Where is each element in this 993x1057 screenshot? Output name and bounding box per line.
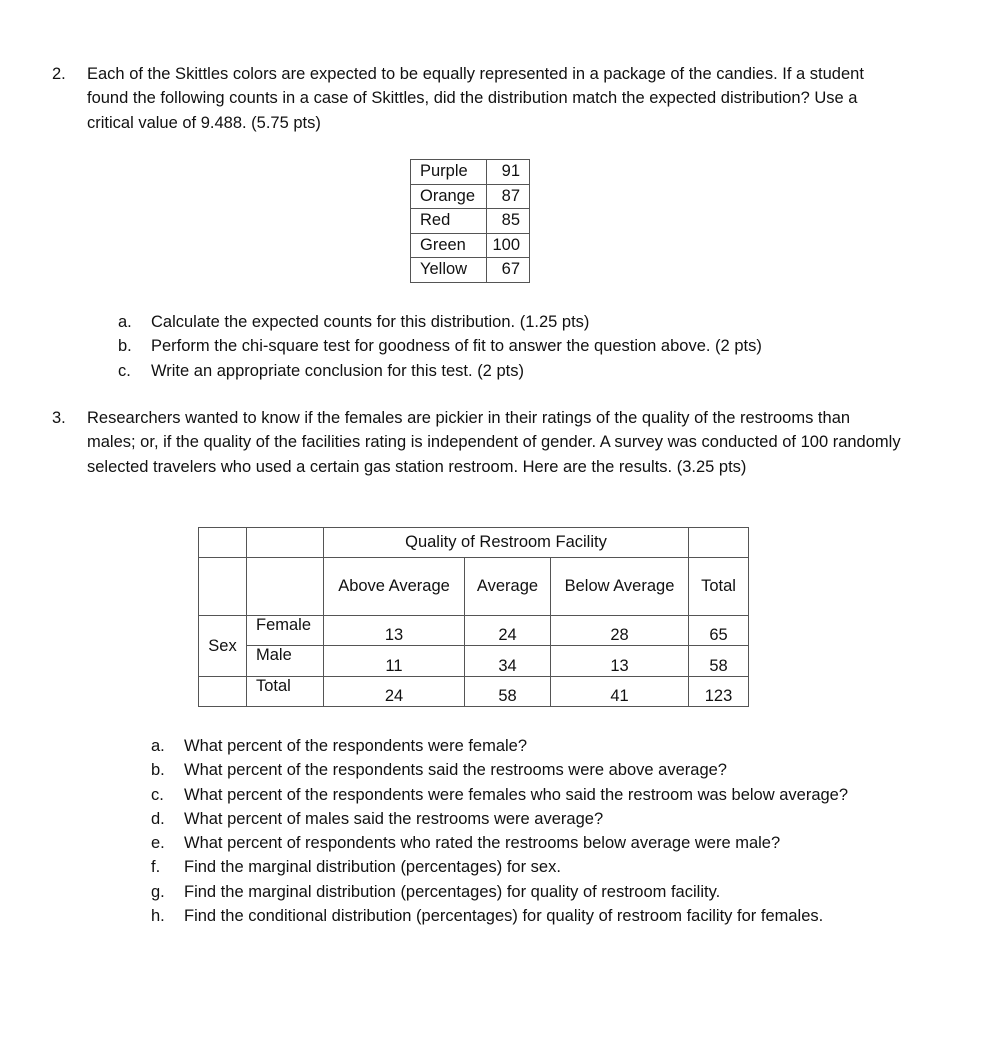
table-cell: 58	[465, 677, 551, 707]
question-text: Each of the Skittles colors are expected to be equally represented in a package of the candies. If a student found the following counts in a case of Skittles, did the distribution match the expected distribution? Use a critical value of 9.488. (5.75 pts)	[87, 65, 864, 132]
row-group-label: Sex	[199, 616, 247, 677]
part-text: Find the conditional distribution (percentages) for quality of restroom facility for females.	[184, 907, 824, 926]
skittles-counts-table	[410, 159, 530, 283]
list-item	[151, 904, 861, 928]
list-item	[151, 783, 861, 807]
super-header-row	[199, 528, 749, 558]
count-cell: 67	[487, 258, 530, 283]
table-row	[199, 616, 749, 646]
part-label: b.	[151, 761, 165, 780]
part-label: h.	[151, 907, 165, 926]
list-item	[118, 359, 878, 383]
list-item	[151, 734, 861, 758]
list-item	[118, 310, 878, 334]
table-row	[411, 160, 530, 185]
column-header: Below Average	[551, 558, 689, 616]
count-cell: 85	[487, 209, 530, 234]
color-cell: Green	[411, 233, 487, 258]
empty-cell	[199, 528, 247, 558]
empty-cell	[689, 528, 749, 558]
part-text: Calculate the expected counts for this distribution. (1.25 pts)	[151, 313, 590, 331]
column-header: Average	[465, 558, 551, 616]
part-text: Write an appropriate conclusion for this test. (2 pts)	[151, 361, 524, 380]
table-cell: 24	[465, 616, 551, 646]
table-cell: 13	[324, 616, 465, 646]
part-label: c.	[151, 785, 164, 804]
count-cell: 100	[487, 233, 530, 258]
color-cell: Red	[411, 209, 487, 234]
list-item	[151, 758, 861, 782]
row-label: Total	[247, 677, 324, 707]
column-header: Total	[689, 558, 749, 616]
row-label: Male	[247, 646, 324, 677]
question-text: Researchers wanted to know if the females are pickier in their ratings of the quality of the restrooms than males; or, if the quality of the facilities rating is independent of gender. A survey was conducted of 100 randomly selected travelers who used a certain gas station restroom. Here are the results. (3.25 pts)	[87, 409, 901, 476]
part-label: g.	[151, 882, 165, 901]
table-row	[199, 677, 749, 707]
table-cell: 13	[551, 646, 689, 677]
empty-cell	[199, 677, 247, 707]
restroom-quality-table	[198, 527, 749, 707]
column-header: Above Average	[324, 558, 465, 616]
part-text: What percent of respondents who rated the restrooms below average were male?	[184, 834, 781, 853]
color-cell: Purple	[411, 160, 487, 185]
header-row	[199, 558, 749, 616]
table-row	[411, 209, 530, 234]
empty-cell	[199, 558, 247, 616]
question-number: 3.	[52, 409, 66, 427]
table-cell: 41	[551, 677, 689, 707]
count-cell: 91	[487, 160, 530, 185]
question-2	[52, 62, 912, 135]
part-label: e.	[151, 834, 165, 853]
table-cell: 28	[551, 616, 689, 646]
part-text: What percent of the respondents said the restrooms were above average?	[184, 761, 727, 780]
part-label: f.	[151, 858, 161, 877]
question-3	[52, 406, 912, 479]
part-text: Find the marginal distribution (percentages) for quality of restroom facility.	[184, 882, 721, 901]
empty-cell	[247, 528, 324, 558]
part-label: a.	[118, 313, 132, 331]
table-row	[199, 646, 749, 677]
part-label: b.	[118, 337, 132, 356]
part-text: Perform the chi-square test for goodness of fit to answer the question above. (2 pts)	[151, 337, 762, 356]
table-cell: 65	[689, 616, 749, 646]
part-label: a.	[151, 737, 165, 755]
super-header: Quality of Restroom Facility	[324, 528, 689, 558]
part-text: What percent of the respondents were female?	[184, 737, 528, 755]
part-text: What percent of males said the restrooms were average?	[184, 809, 604, 828]
row-label: Female	[247, 616, 324, 646]
list-item	[151, 807, 861, 831]
table-cell: 58	[689, 646, 749, 677]
table-cell: 34	[465, 646, 551, 677]
question-number: 2.	[52, 65, 66, 83]
list-item	[151, 880, 861, 904]
list-item	[151, 855, 861, 879]
table-row	[411, 233, 530, 258]
color-cell: Orange	[411, 184, 487, 209]
color-cell: Yellow	[411, 258, 487, 283]
list-item	[151, 831, 861, 855]
count-cell: 87	[487, 184, 530, 209]
part-label: d.	[151, 809, 165, 828]
part-label: c.	[118, 361, 131, 380]
table-cell: 123	[689, 677, 749, 707]
table-cell: 11	[324, 646, 465, 677]
table-row	[411, 258, 530, 283]
question-2-parts	[118, 310, 878, 383]
table-cell: 24	[324, 677, 465, 707]
table-row	[411, 184, 530, 209]
question-3-parts	[151, 734, 861, 928]
part-text: What percent of the respondents were females who said the restroom was below average?	[184, 785, 849, 804]
part-text: Find the marginal distribution (percentages) for sex.	[184, 858, 561, 877]
empty-cell	[247, 558, 324, 616]
list-item	[118, 334, 878, 358]
